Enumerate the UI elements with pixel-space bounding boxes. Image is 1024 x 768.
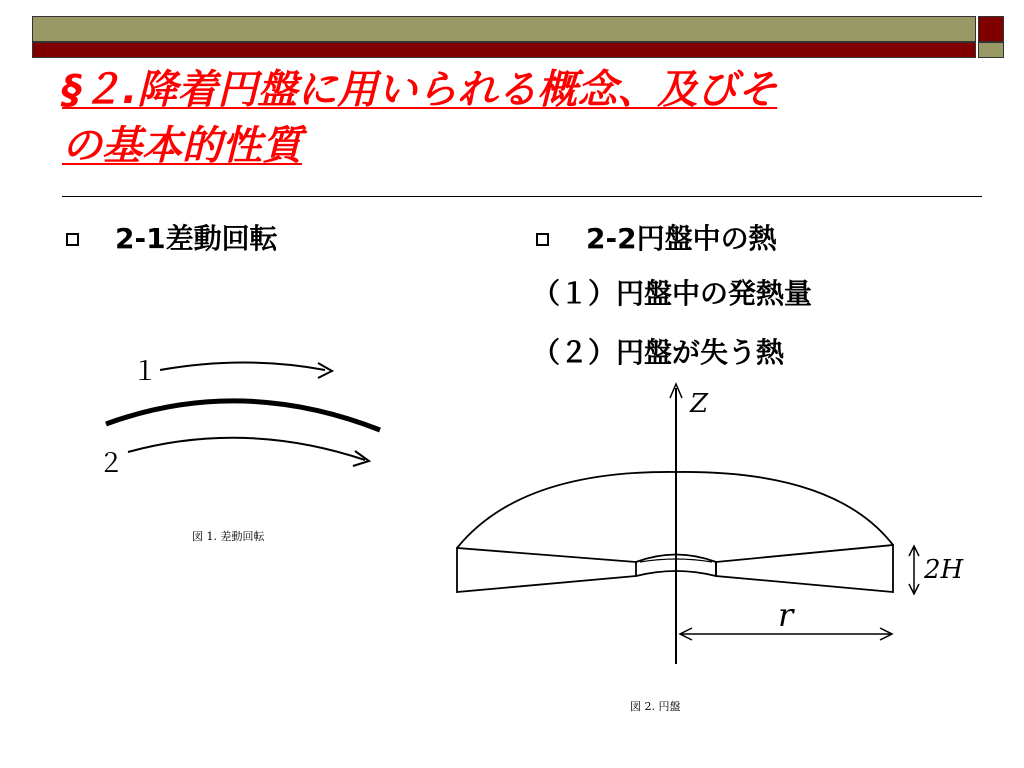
section-heading-heat-in-disk: 2-2円盤中の熱 xyxy=(586,222,777,255)
disk-left-slab xyxy=(457,548,636,592)
slide-title-line-1: §２.降着円盤に用いられる概念、及びそ xyxy=(62,67,778,113)
list-item-heat-generation: （１）円盤中の発熱量 xyxy=(532,277,813,310)
figure-2-caption: 図 2. 円盤 xyxy=(630,700,681,713)
label-2: ２ xyxy=(98,449,125,479)
label-1: １ xyxy=(132,357,159,387)
figure-1-caption: 図 1. 差動回転 xyxy=(192,530,265,543)
section-heading-differential-rotation: 2-1差動回転 xyxy=(115,222,278,255)
list-item-heat-loss: （２）円盤が失う熱 xyxy=(532,336,785,369)
disk-right-slab xyxy=(716,545,893,592)
z-axis-label: Z xyxy=(690,389,709,419)
height-label: 2H xyxy=(924,555,964,585)
radius-label: r xyxy=(778,596,794,634)
slide-title-line-2: の基本的性質 xyxy=(62,123,302,169)
